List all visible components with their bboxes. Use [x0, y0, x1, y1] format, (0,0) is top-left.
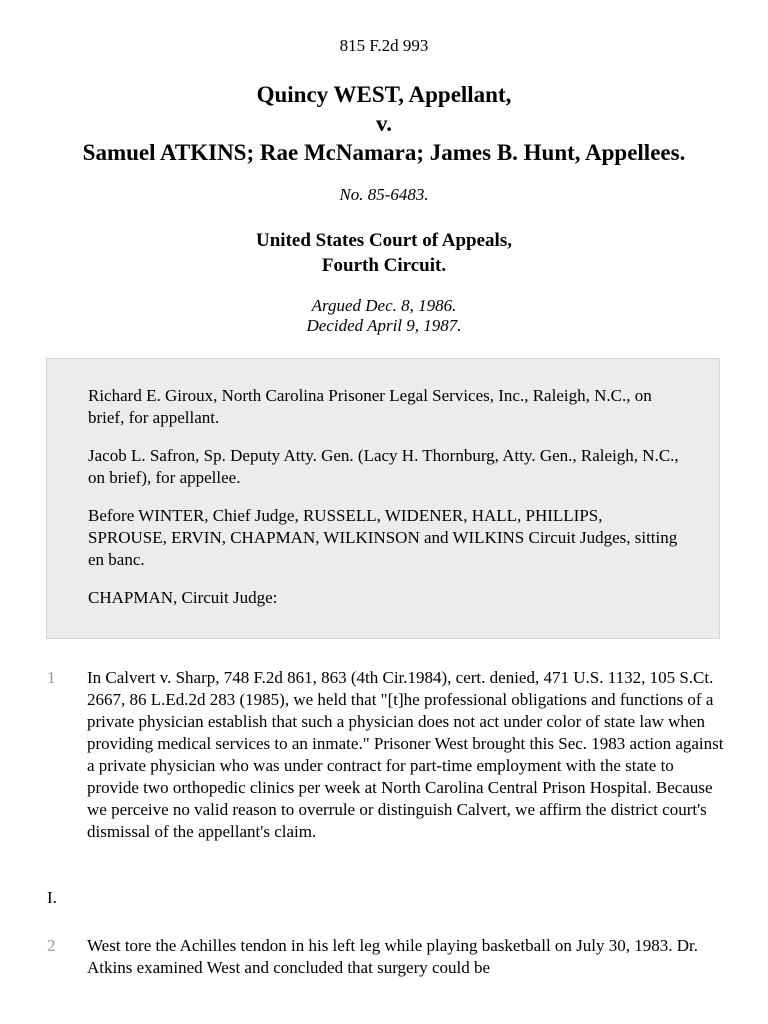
counsel-appellee: Jacob L. Safron, Sp. Deputy Atty. Gen. (Lacy H. Thornburg, Atty. Gen., Raleigh, N.C., on brief), for appellee.: [88, 446, 679, 487]
judges-panel: Before WINTER, Chief Judge, RUSSELL, WIDENER, HALL, PHILLIPS, SPROUSE, ERVIN, CHAPMAN, WILKINSON and WILKINS Circuit Judges, sitting en banc.: [88, 506, 678, 569]
appellees-line: Samuel ATKINS; Rae McNamara; James B. Hunt, Appellees.: [82, 140, 686, 165]
case-dates: [0, 296, 768, 336]
versus-line: v.: [376, 111, 392, 136]
section-heading: I.: [47, 888, 57, 907]
paragraph-number: 2: [47, 936, 56, 955]
case-caption: [0, 80, 768, 167]
court-line-2: Fourth Circuit.: [321, 255, 447, 276]
appellant-line: Quincy WEST, Appellant,: [256, 82, 512, 107]
argued-date: Argued Dec. 8, 1986.: [311, 296, 457, 315]
docket-number: No. 85-6483.: [339, 185, 429, 204]
case-citation: 815 F.2d 993: [339, 36, 429, 55]
counsel-appellant: Richard E. Giroux, North Carolina Prisoner Legal Services, Inc., Raleigh, N.C., on brief, for appellant.: [88, 386, 652, 427]
paragraph-number: 1: [47, 668, 56, 687]
court-line-1: United States Court of Appeals,: [256, 230, 512, 251]
court-name: [0, 228, 768, 278]
paragraph-text: In Calvert v. Sharp, 748 F.2d 861, 863 (4th Cir.1984), cert. denied, 471 U.S. 1132, 105 S.Ct. 2667, 86 L.Ed.2d 283 (1985), we held that "[t]he professional obligations and functions of a private physician establish that such a physician does not act under color of state law when providing medical services to an inmate." Prisoner West brought this Sec. 1983 action against a private physician who was under contract for part-time employment with the state to provide two orthopedic clinics per week at North Carolina Central Prison Hospital. Because we perceive no valid reason to overrule or distinguish Calvert, we affirm the district court's dismissal of the appellant's claim.: [87, 668, 724, 841]
opinion-author: CHAPMAN, Circuit Judge:: [88, 588, 278, 607]
counsel-summary-box: [46, 358, 720, 639]
paragraph-text: West tore the Achilles tendon in his left leg while playing basketball on July 30, 1983. Dr. Atkins examined West and concluded that surgery could be: [87, 936, 699, 977]
decided-date: Decided April 9, 1987.: [306, 316, 462, 335]
